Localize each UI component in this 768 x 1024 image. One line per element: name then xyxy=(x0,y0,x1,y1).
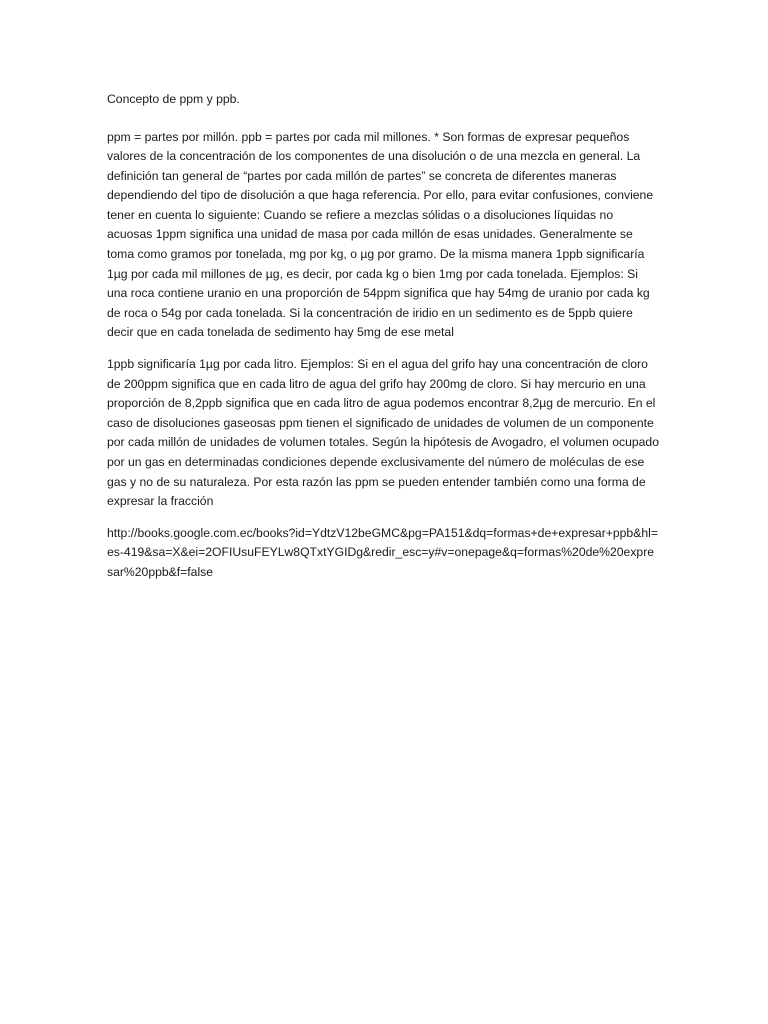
document-title: Concepto de ppm y ppb. xyxy=(107,92,240,106)
paragraph-ppb-examples: 1ppb significaría 1µg por cada litro. Ejemplos: Si en el agua del grifo hay una concentración de cloro de 200ppm significa que en cada litro de agua del grifo hay 200mg de cloro. Si hay mercurio en una proporción de 8,2ppb significa que en cada litro de agua podemos encontrar 8,2µg de mercurio. En el caso de disoluciones gaseosas ppm tienen el significado de unidades de volumen de un componente por cada millón de unidades de volumen totales. Según la hipótesis de Avogadro, el volumen ocupado por un gas en determinadas condiciones depende exclusivamente del número de moléculas de ese gas y no de su naturaleza. Por esta razón las ppm se pueden entender también como una forma de expresar la fracción xyxy=(107,357,659,509)
paragraph-ppm-definition: ppm = partes por millón. ppb = partes por cada mil millones. * Son formas de expresar pequeños valores de la concentración de los componentes de una disolución o de una mezcla en general. La definición tan general de “partes por cada millón de partes” se concreta de diferentes maneras dependiendo del tipo de disolución a que haga referencia. Por ello, para evitar confusiones, conviene tener en cuenta lo siguiente: Cuando se refiere a mezclas sólidas o a disoluciones líquidas no acuosas 1ppm significa una unidad de masa por cada millón de esas unidades. Generalmente se toma como gramos por tonelada, mg por kg, o µg por gramo. De la misma manera 1ppb significaría 1µg por cada mil millones de µg, es decir, por cada kg o bien 1mg por cada tonelada. Ejemplos: Si una roca contiene uranio en una proporción de 54ppm significa que hay 54mg de uranio por cada kg de roca o 54g por cada tonelada. Si la concentración de iridio en un sedimento es de 5ppb quiere decir que en cada tonelada de sedimento hay 5mg de ese metal xyxy=(107,129,654,340)
source-link[interactable]: http://books.google.com.ec/books?id=YdtzV12beGMC&pg=PA151&dq=formas+de+expresar+ppb&hl=es-419&sa=X&ei=2OFIUsuFEYLw8QTxtYGIDg&redir_esc=y#v=onepage&q=formas%20de%20expresar%20ppb&f=false xyxy=(107,525,658,579)
document-page xyxy=(107,90,659,583)
